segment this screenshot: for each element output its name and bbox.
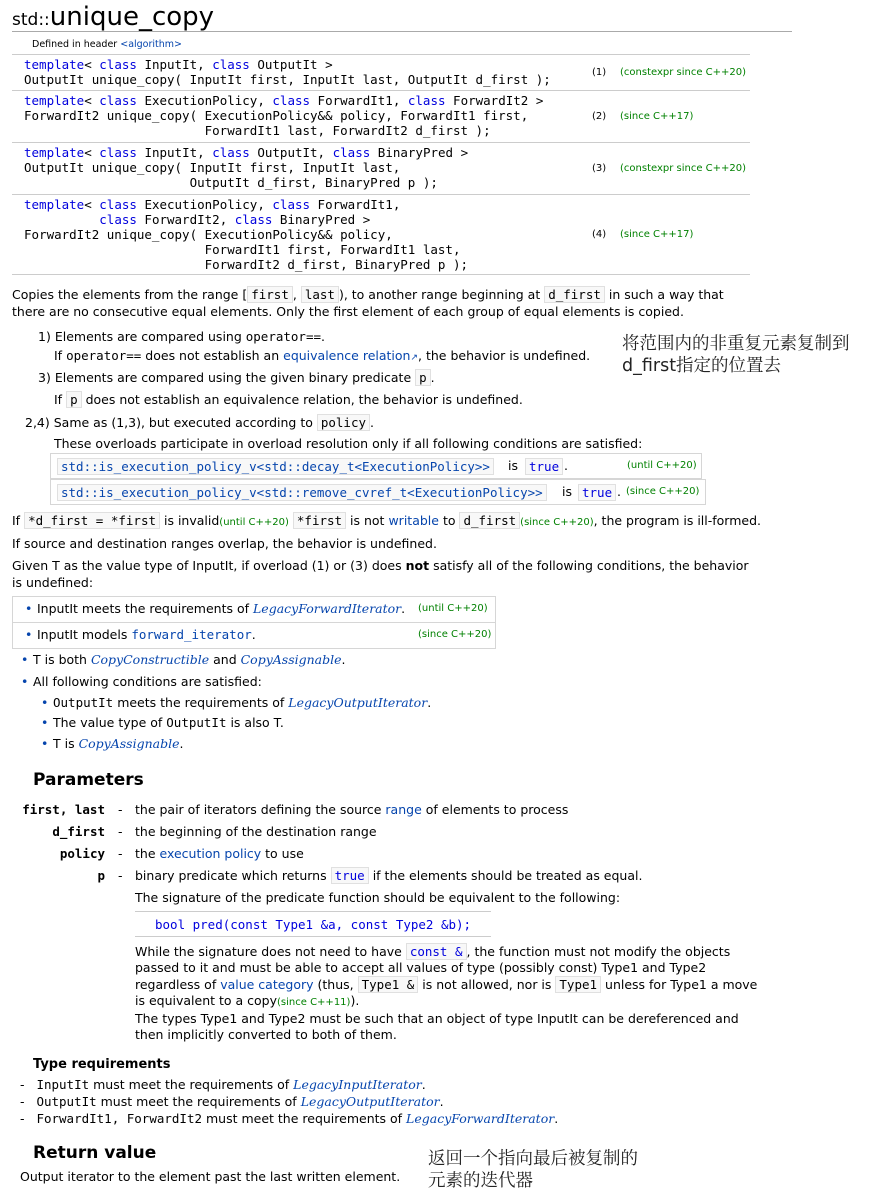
overload-2-4: 2,4) Same as (1,3), but executed according to policy . [25, 415, 374, 430]
overload-2-4-conditions: These overloads participate in overload resolution only if all following conditions are satisfied: [54, 436, 643, 451]
requirement-row-2: • InputIt models forward_iterator. [37, 627, 256, 642]
forward-iterator-link[interactable]: forward_iterator [131, 627, 252, 642]
declaration-line: template< class InputIt, class OutputIt, class BinaryPred > [24, 145, 469, 160]
signature-box [135, 911, 491, 937]
signature-intro: The signature of the predicate function should be equivalent to the following: [135, 890, 621, 905]
given-paragraph: Given T as the value type of InputIt, if overload (1) or (3) does not satisfy all of the following conditions, the behavior is undefined: [12, 558, 749, 590]
type-req-2: - OutputIt must meet the requirements of LegacyOutputIterator. [20, 1094, 444, 1109]
type-requirements-heading: Type requirements [33, 1057, 171, 1072]
param-first-last: first, last [22, 802, 105, 817]
declaration-line: ForwardIt1 last, ForwardIt2 d_first ); [24, 123, 491, 138]
condition-row-1: std::is_execution_policy_v<std::decay_t<ExecutionPolicy>> is true . (until C++20) [50, 453, 702, 479]
intro-paragraph: Copies the elements from the range [ first , last ), to another range beginning at d_first in such a way that there are no consecutive equal elements. Only the first element of each group of equal elements is copied. [12, 287, 724, 319]
overload-number: (4) [592, 229, 607, 240]
param-policy: policy [59, 846, 105, 861]
ill-formed-paragraph: If *d_first = *first is invalid(until C++20) *first is not writable to d_first (since C++20), the program is ill-formed. [12, 513, 762, 528]
declaration-line: OutputIt d_first, BinaryPred p ); [24, 175, 438, 190]
parameters-heading: Parameters [33, 770, 144, 790]
annotation-note-2: 返回一个指向最后被复制的 元素的迭代器 [428, 1149, 638, 1191]
declaration-line: OutputIt unique_copy( InputIt first, InputIt last, OutputIt d_first ); [24, 72, 551, 87]
declaration-line: template< class ExecutionPolicy, class ForwardIt1, [24, 197, 401, 212]
standard-version: (since C++17) [620, 111, 694, 122]
param-d-first: d_first [52, 824, 105, 839]
param-first-last-desc: the pair of iterators defining the source range of elements to process [135, 802, 569, 817]
standard-version: (constexpr since C++20) [620, 163, 747, 174]
declaration-line: template< class InputIt, class OutputIt > [24, 57, 333, 72]
overload-number: (3) [592, 163, 607, 174]
declaration-line: ForwardIt2 unique_copy( ExecutionPolicy&& policy, [24, 227, 393, 242]
return-value-heading: Return value [33, 1143, 157, 1163]
overload-number: (2) [592, 111, 607, 122]
declaration-line: ForwardIt1 first, ForwardIt1 last, [24, 242, 461, 257]
type-requirements-list [20, 1076, 558, 1127]
declaration-line: template< class ExecutionPolicy, class ForwardIt1, class ForwardIt2 > [24, 93, 544, 108]
overload-3-note: If p does not establish an equivalence relation, the behavior is undefined. [54, 392, 523, 407]
header-link[interactable]: <algorithm> [120, 39, 183, 50]
signature-code: bool pred(const Type1 &a, const Type2 &b); [155, 917, 472, 932]
decl-divider-bottom [12, 274, 750, 275]
declaration-line: class ForwardIt2, class BinaryPred > [99, 212, 371, 227]
requirement-row-1: • InputIt meets the requirements of LegacyForwardIterator. [37, 601, 405, 616]
return-value-text: Output iterator to the element past the last written element. [20, 1169, 401, 1184]
equivalence-relation-link[interactable]: equivalence relation [283, 348, 411, 363]
annotation-note-1: 将范围内的非重复元素复制到 d_first指定的位置去 [622, 334, 850, 376]
declaration-2 [12, 90, 750, 143]
title-name: unique_copy [49, 2, 215, 32]
sub-bullet-2: • The value type of OutputIt is also T. [53, 715, 284, 730]
title-divider [12, 31, 792, 32]
overload-1: 1) Elements are compared using operator==. [38, 329, 325, 344]
declaration-line: ForwardIt2 d_first, BinaryPred p ); [24, 257, 469, 272]
standard-version: (since C++17) [620, 229, 694, 240]
declaration-4 [12, 194, 750, 275]
header-line: Defined in header <algorithm> [32, 39, 183, 50]
title-namespace: std:: [12, 10, 50, 30]
param-p: p [97, 868, 105, 883]
type-req-3: - ForwardIt1, ForwardIt2 must meet the requirements of LegacyForwardIterator. [20, 1111, 559, 1126]
condition-row-2: std::is_execution_policy_v<std::remove_cvref_t<ExecutionPolicy>> is true . (since C++20) [50, 479, 706, 505]
param-policy-desc: the execution policy to use [135, 846, 304, 861]
bullet-copy-constructible: • T is both CopyConstructible and CopyAssignable. [33, 652, 346, 667]
sub-bullet-1: • OutputIt meets the requirements of LegacyOutputIterator. [53, 695, 431, 710]
declaration-1 [12, 54, 750, 91]
writable-link[interactable]: writable [388, 513, 439, 528]
type-req-1: - InputIt must meet the requirements of LegacyInputIterator. [20, 1077, 426, 1092]
overload-3: 3) Elements are compared using the given binary predicate p . [38, 370, 435, 385]
declaration-3 [12, 142, 750, 195]
external-link-icon: ↗ [410, 353, 419, 363]
param-p-details: While the signature does not need to have const & , the function must not modify the objects passed to it and must be able to accept all values of type (possibly const) Type1 and Type2 regardless of value category (thus, Type1 & is not allowed, nor is Type1 unless for Type1 a move is equivalent to a copy(since C++11)). The types Type1 and Type2 must be such that an object of type InputIt can be dereferenced and then implicitly converted to both of them. [135, 944, 758, 1043]
sub-bullet-3: • T is CopyAssignable. [53, 736, 183, 751]
page-title [12, 2, 214, 32]
param-p-desc: binary predicate which returns true if the elements should be treated as equal. [135, 868, 643, 883]
declaration-line: ForwardIt2 unique_copy( ExecutionPolicy&& policy, ForwardIt1 first, [24, 108, 529, 123]
legacy-forward-iterator-link[interactable]: LegacyForwardIterator [253, 601, 402, 616]
standard-version: (constexpr since C++20) [620, 67, 747, 78]
requirement-box: • InputIt meets the requirements of LegacyForwardIterator. (until C++20) • InputIt models forward_iterator. (since C++20) [12, 596, 496, 649]
param-d-first-desc: the beginning of the destination range [135, 824, 377, 839]
overlap-paragraph: If source and destination ranges overlap, the behavior is undefined. [12, 536, 437, 551]
overload-1-note: If operator== does not establish an equivalence relation↗, the behavior is undefined. [54, 348, 591, 363]
bullet-all-conditions: • All following conditions are satisfied: [33, 674, 262, 689]
declaration-line: OutputIt unique_copy( InputIt first, InputIt last, [24, 160, 401, 175]
overload-number: (1) [592, 67, 607, 78]
